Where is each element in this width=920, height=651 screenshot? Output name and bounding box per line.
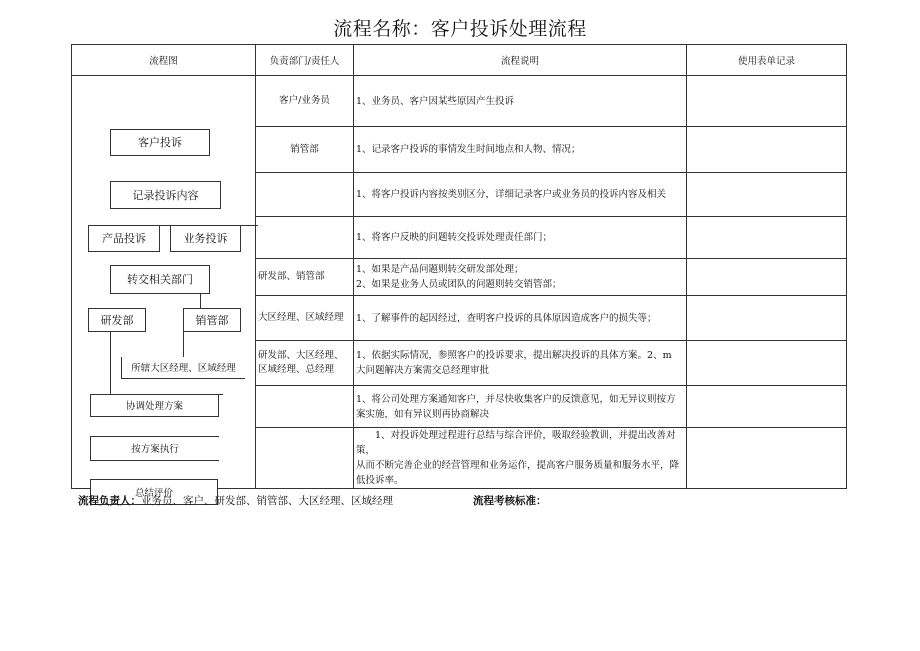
- flow-node-business-complaint: 业务投诉: [170, 225, 241, 252]
- form-cell: [687, 386, 847, 428]
- flow-node-regional-managers: 所辖大区经理、区域经理: [121, 357, 245, 379]
- flow-node-coordinate-plan: 协调处理方案: [90, 394, 219, 417]
- form-cell: [687, 428, 847, 489]
- desc-line: 2、如果是业务人员或团队的问题则转交销管部；: [356, 279, 562, 290]
- flowchart: [74, 82, 258, 499]
- header-flow: 流程图: [72, 45, 256, 76]
- desc-cell: [354, 173, 687, 217]
- process-owner-label: 流程负责人：: [78, 495, 141, 507]
- flow-node-customer-complaint: 客户投诉: [110, 129, 210, 156]
- desc-cell: [354, 217, 687, 259]
- flowchart-cell: [72, 76, 256, 499]
- dept-cell: [256, 173, 354, 217]
- page-title: 流程名称：客户投诉处理流程: [333, 18, 587, 40]
- dept-cell: 客户/业务员: [256, 76, 354, 127]
- form-cell: [687, 173, 847, 217]
- flow-node-sales-mgmt: 销管部: [183, 308, 241, 332]
- form-cell: [687, 259, 847, 296]
- form-cell: [687, 76, 847, 127]
- desc-cell: [354, 76, 687, 127]
- desc-cell: [354, 428, 687, 489]
- header-forms: 使用表单记录: [687, 45, 847, 76]
- desc-cell: [354, 127, 687, 173]
- table-header-row: [72, 45, 847, 76]
- dept-line: 区域经理、总经理: [258, 364, 335, 375]
- desc-cell: [354, 341, 687, 386]
- flow-node-transfer-dept: 转交相关部门: [110, 265, 210, 294]
- form-cell: [687, 217, 847, 259]
- flow-node-execute-plan: 按方案执行: [90, 436, 219, 461]
- process-owner-value: 业务员、客户、研发部、销管部、大区经理、区域经理: [141, 495, 393, 507]
- flow-node-product-complaint: 产品投诉: [88, 225, 160, 252]
- process-criteria-label: 流程考核标准：: [473, 495, 547, 507]
- desc-line: 1、依据实际情况，参照客户的投诉要求，提出解决投诉的具体方案。2、m: [356, 350, 672, 361]
- process-table: [71, 44, 847, 499]
- desc-line: 1、对投诉处理过程进行总结与综合评价，吸取经验教训，并提出改善对策，: [356, 430, 676, 456]
- header-desc: 流程说明: [354, 45, 687, 76]
- form-cell: [687, 296, 847, 341]
- table-row: [72, 76, 847, 127]
- process-owner: [78, 493, 393, 508]
- dept-cell: 大区经理、区域经理: [256, 296, 354, 341]
- desc-line: 1、将公司处理方案通知客户，并尽快收集客户的反馈意见，如无异议则按方: [356, 393, 676, 405]
- process-criteria: [473, 493, 547, 508]
- header-dept: 负责部门/责任人: [256, 45, 354, 76]
- dept-cell: [256, 217, 354, 259]
- dept-cell: 销管部: [256, 127, 354, 173]
- desc-line: 1、将客户反映的问题转交投诉处理责任部门；: [356, 232, 553, 243]
- form-cell: [687, 127, 847, 173]
- dept-cell: [256, 341, 354, 386]
- desc-line: 1、记录客户投诉的事情发生时间地点和人物、情况；: [356, 144, 581, 155]
- dept-cell: [256, 428, 354, 489]
- flow-node-rd-dept: 研发部: [88, 308, 146, 332]
- dept-cell: [256, 386, 354, 428]
- desc-line: 1、了解事件的起因经过，查明客户投诉的具体原因造成客户的损失等；: [356, 312, 657, 324]
- flow-node-record-content: 记录投诉内容: [110, 181, 221, 209]
- dept-line: 研发部、大区经理、: [258, 350, 344, 361]
- desc-line: 1、将客户投诉内容按类别区分，详细记录客户或业务员的投诉内容及相关: [356, 189, 667, 200]
- desc-line: 案实施，如有异议则再协商解决: [356, 408, 490, 420]
- desc-line: 1、业务员、客户因某些原因产生投诉: [356, 95, 515, 107]
- desc-cell: [354, 386, 687, 428]
- desc-line: 大问题解决方案需交总经理审批: [356, 365, 490, 376]
- desc-line: 1、如果是产品问题则转交研发部处理；: [356, 264, 524, 275]
- form-cell: [687, 341, 847, 386]
- dept-cell: 研发部、销管部: [256, 259, 354, 296]
- desc-cell: [354, 259, 687, 296]
- desc-cell: [354, 296, 687, 341]
- desc-line: 从而不断完善企业的经营管理和业务运作，提高客户服务质量和服务水平，降: [356, 460, 680, 471]
- flow-node-summary-eval: 总结评价: [90, 479, 218, 505]
- desc-line: 低投诉率。: [356, 475, 404, 486]
